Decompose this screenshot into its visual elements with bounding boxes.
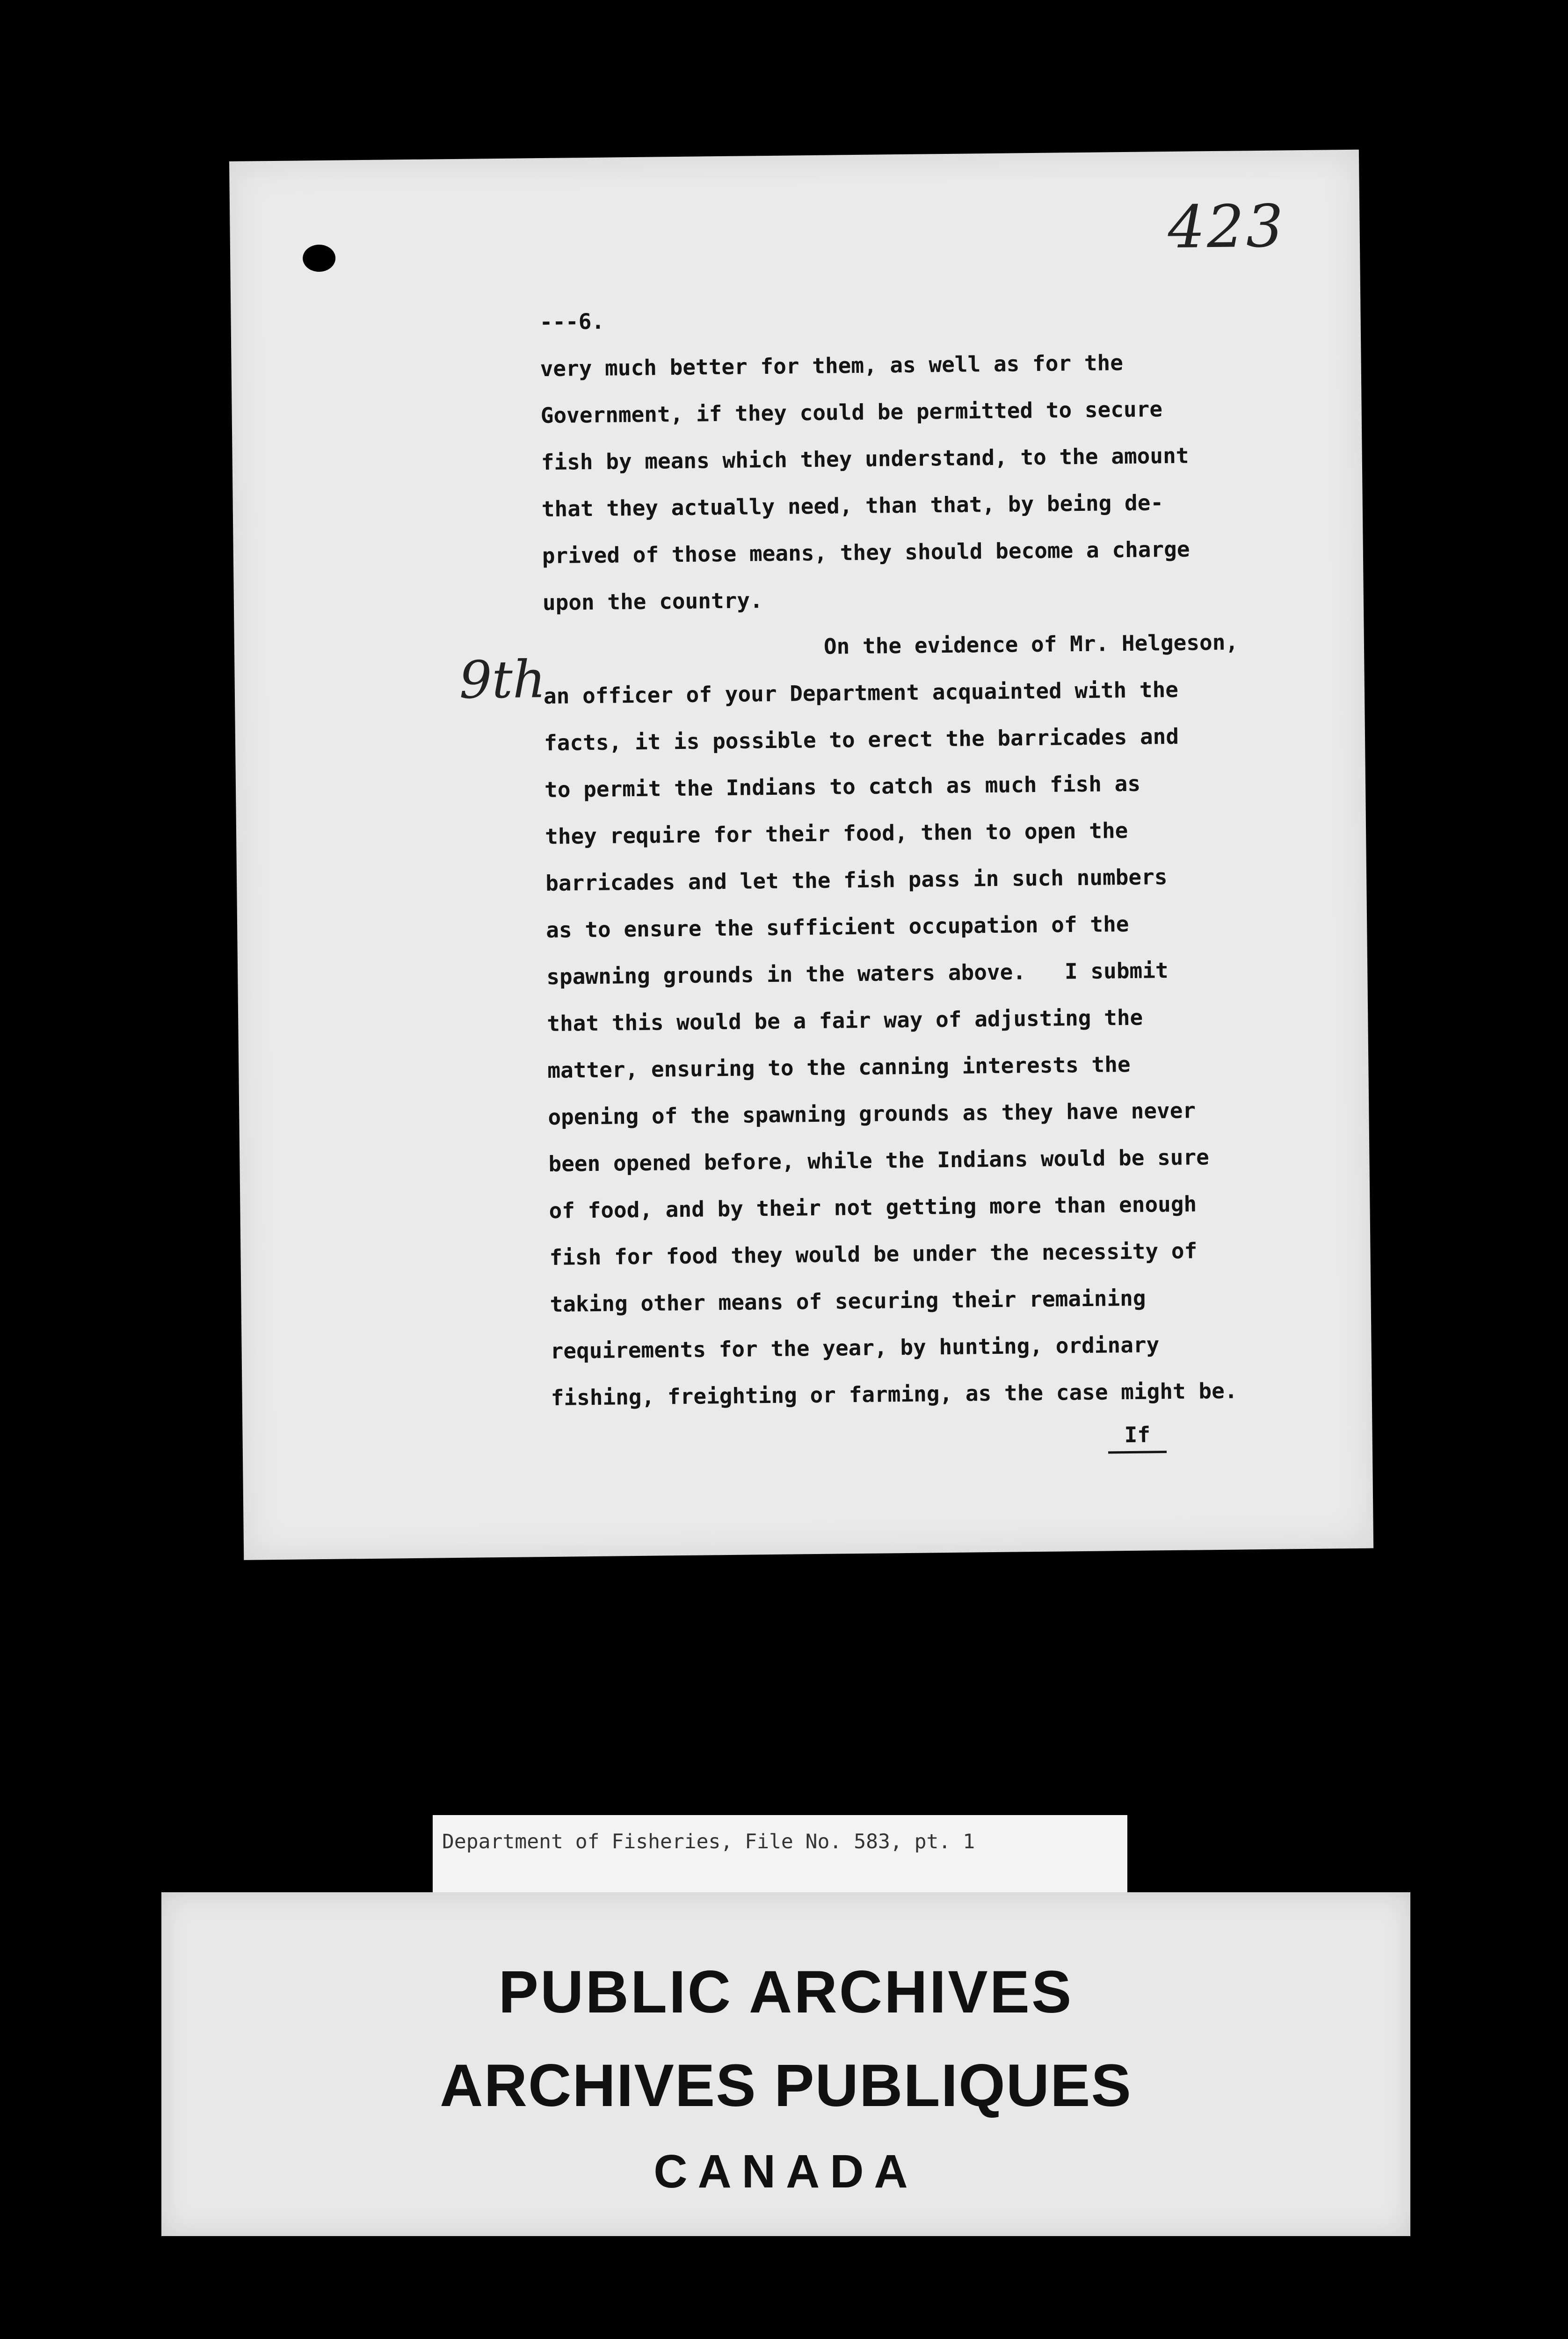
text-line: fish by means which they understand, to the amount [541, 443, 1189, 475]
text-line: very much better for them, as well as for the [540, 350, 1124, 382]
text-line: as to ensure the sufficient occupation of the [545, 911, 1129, 943]
text-line: barricades and let the fish pass in such numbers [545, 864, 1168, 896]
text-line: that this would be a fair way of adjusting the [547, 1004, 1143, 1036]
document-page [229, 150, 1373, 1560]
text-line: On the evidence of Mr. Helgeson, [823, 629, 1239, 659]
page-marker: ---6. [539, 308, 605, 335]
archives-line-english: PUBLIC ARCHIVES [498, 1959, 1074, 2026]
text-line: Government, if they could be permitted to secure [540, 396, 1163, 429]
text-line: that they actually need, than that, by being de- [541, 490, 1164, 522]
text-line: fishing, freighting or farming, as the case might be. [551, 1378, 1238, 1410]
catchword: If [1108, 1422, 1167, 1453]
punch-hole [303, 245, 336, 272]
folio-number: 423 [1167, 192, 1285, 262]
text-line: spawning grounds in the waters above. I submit [546, 958, 1169, 989]
text-line: been opened before, while the Indians would be sure [548, 1144, 1210, 1177]
text-line: they require for their food, then to open the [544, 817, 1128, 850]
text-line: upon the country. [542, 588, 763, 616]
text-line: facts, it is possible to erect the barricades and [544, 723, 1179, 756]
file-reference-label: Department of Fisheries, File No. 583, pt. 1 [433, 1815, 1127, 1892]
text-line: opening of the spawning grounds as they have never [548, 1097, 1196, 1130]
archives-line-french: ARCHIVES PUBLIQUES [440, 2052, 1132, 2119]
text-line: an officer of your Department acquainted with the [543, 676, 1179, 709]
text-line: prived of those means, they should become a charge [542, 536, 1190, 569]
text-line: of food, and by their not getting more than enough [549, 1191, 1197, 1223]
archives-line-country: CANADA [653, 2145, 918, 2198]
text-line: to permit the Indians to catch as much fish as [544, 770, 1141, 803]
document-body [539, 290, 1346, 1421]
text-line: taking other means of securing their remaining [550, 1285, 1146, 1317]
text-line: matter, ensuring to the canning interests the [547, 1051, 1131, 1083]
archives-stamp-card [161, 1892, 1410, 2236]
text-line: requirements for the year, by hunting, ordinary [550, 1332, 1160, 1364]
margin-note: 9th [458, 649, 546, 710]
text-line: fish for food they would be under the necessity of [549, 1238, 1198, 1270]
